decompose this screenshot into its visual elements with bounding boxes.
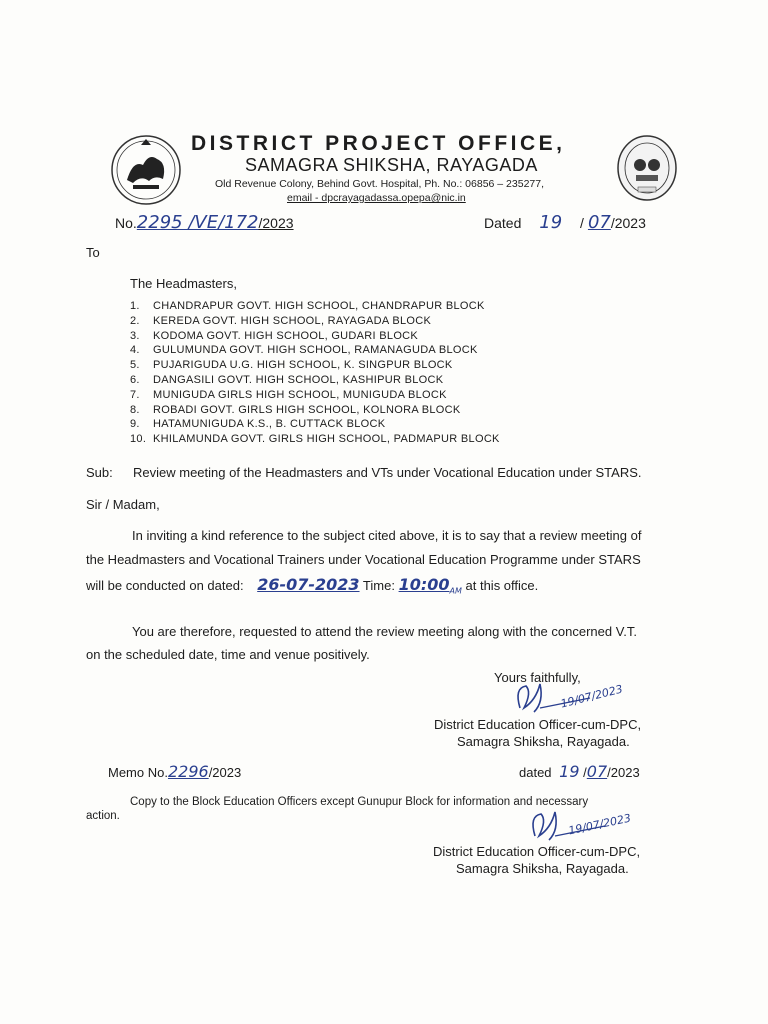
dated-day: 19: [539, 212, 563, 233]
reference-handwritten: 2295 /VE/172: [136, 212, 259, 233]
addressee: The Headmasters,: [130, 276, 237, 291]
copy-line2: action.: [86, 810, 120, 822]
conducted-label: will be conducted on dated:: [86, 578, 244, 593]
list-item: 1. CHANDRAPUR GOVT. HIGH SCHOOL, CHANDRAPUR BLOCK: [130, 300, 485, 312]
meeting-date: 26-07-2023: [257, 575, 360, 594]
meeting-time: 10:00: [398, 575, 450, 594]
memo-label: Memo No.: [108, 765, 168, 780]
list-item: 8. ROBADI GOVT. GIRLS HIGH SCHOOL, KOLNORA BLOCK: [130, 403, 461, 416]
reference-prefix: No.: [115, 215, 137, 231]
memo-date: dated 19 /07/2023: [519, 762, 640, 781]
salutation: Sir / Madam,: [86, 497, 160, 512]
memo-year: /2023: [607, 765, 640, 780]
list-item: 3. KODOMA GOVT. HIGH SCHOOL, GUDARI BLOCK: [130, 329, 419, 342]
meeting-time-ampm: AM: [449, 586, 462, 596]
subject-text: Review meeting of the Headmasters and VTs under Vocational Education under STARS.: [133, 465, 642, 480]
para1-line3: [86, 575, 538, 596]
reference-suffix: /2023: [258, 215, 294, 231]
dated-label: Dated: [484, 215, 522, 231]
signature-date: 19/07/2023: [559, 682, 625, 711]
yours-faithfully: Yours faithfully,: [494, 670, 581, 685]
memo-month: 07: [586, 762, 608, 781]
memo-suffix: /2023: [208, 765, 242, 780]
memo-number: [108, 762, 241, 781]
school-list: [130, 300, 500, 448]
to-label: To: [86, 245, 100, 260]
office-email[interactable]: email - dpcrayagadassa.opepa@nic.in: [287, 192, 466, 204]
dated-year: /2023: [610, 215, 646, 231]
list-item: 5. PUJARIGUDA U.G. HIGH SCHOOL, K. SINGPUR BLOCK: [130, 359, 453, 372]
para1-line2: the Headmasters and Vocational Trainers under Vocational Education Programme under STARS: [86, 552, 641, 567]
office-subtitle: SAMAGRA SHIKSHA, RAYAGADA: [245, 155, 538, 175]
copy-line1: Copy to the Block Education Officers except Gunupur Block for information and necessary: [130, 796, 589, 808]
para1-line1: In inviting a kind reference to the subject cited above, it is to say that a review meeting of: [132, 528, 642, 543]
office-title: DISTRICT PROJECT OFFICE,: [191, 132, 566, 155]
dated-month: 07: [587, 212, 611, 233]
odisha-emblem-logo: [97, 135, 195, 205]
list-item: 9. HATAMUNIGUDA K.S., B. CUTTACK BLOCK: [130, 418, 386, 431]
signatory-designation: District Education Officer-cum-DPC,: [434, 717, 642, 732]
subject-label: Sub:: [86, 465, 113, 480]
signatory2-office: Samagra Shiksha, Rayagada.: [456, 861, 629, 876]
office-address: Old Revenue Colony, Behind Govt. Hospital, Ph. No.: 06856 – 235277,: [215, 178, 545, 190]
memo-dated-label: dated: [519, 765, 552, 780]
para2-line2: on the scheduled date, time and venue positively.: [86, 647, 370, 662]
venue-text: at this office.: [465, 578, 539, 593]
samagra-shiksha-seal: [616, 133, 678, 203]
signatory-office: Samagra Shiksha, Rayagada.: [457, 734, 630, 749]
list-item: 6. DANGASILI GOVT. HIGH SCHOOL, KASHIPUR BLOCK: [130, 373, 444, 386]
list-item: 7. MUNIGUDA GIRLS HIGH SCHOOL, MUNIGUDA BLOCK: [130, 388, 447, 401]
list-item: 4. GULUMUNDA GOVT. HIGH SCHOOL, RAMANAGUDA BLOCK: [130, 344, 478, 357]
signature-2-date: 19/07/2023: [567, 811, 633, 838]
para2-line1: You are therefore, requested to attend the review meeting along with the concerned V.T.: [132, 624, 637, 639]
reference-date: Dated 19 / 07/2023: [484, 212, 646, 233]
list-item: 10. KHILAMUNDA GOVT. GIRLS HIGH SCHOOL, PADMAPUR BLOCK: [130, 433, 500, 446]
memo-handwritten: 2296: [167, 762, 209, 781]
list-item: 2. KEREDA GOVT. HIGH SCHOOL, RAYAGADA BLOCK: [130, 314, 432, 327]
time-label: Time:: [362, 578, 395, 593]
memo-day: 19: [559, 762, 580, 781]
signatory2-designation: District Education Officer-cum-DPC,: [433, 844, 641, 859]
reference-number: [115, 212, 294, 233]
